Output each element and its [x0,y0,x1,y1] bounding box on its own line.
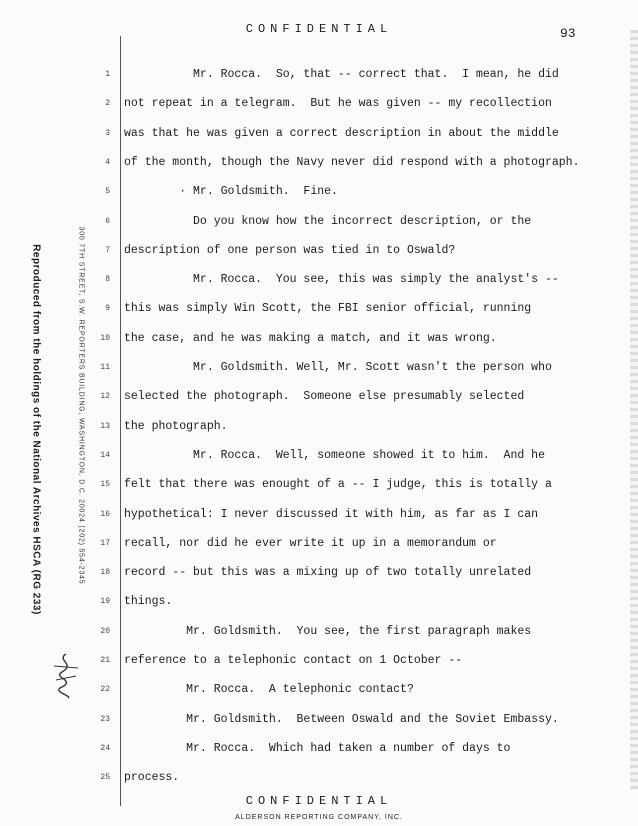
transcript-line: Mr. Goldsmith. Well, Mr. Scott wasn't the person who [124,361,552,374]
line-number: 7 [105,245,110,255]
transcript-line: the case, and he was making a match, and it was wrong. [124,331,497,345]
line-number: 16 [100,509,110,519]
line-number: 13 [100,421,110,431]
transcript-line: of the month, though the Navy never did respond with a photograph. [124,155,580,169]
transcript-line: description of one person was tied in to Oswald? [124,243,456,257]
line-number: 11 [100,363,110,372]
line-number: 23 [100,714,110,724]
transcript-line: reference to a telephonic contact on 1 October -- [124,654,463,667]
transcript-line: process. [124,771,180,785]
transcript-line: selected the photograph. Someone else presumably selected [124,390,525,404]
line-number: 18 [100,568,110,578]
transcript-line: record -- but this was a mixing up of two totally unrelated [124,566,532,580]
line-number: 24 [100,743,110,753]
transcript-line: · Mr. Goldsmith. Fine. [124,185,338,199]
transcript-line: Mr. Rocca. So, that -- correct that. I mean, he did [124,68,559,81]
transcript-line: not repeat in a telegram. But he was given -- my recollection [124,97,552,111]
footer-confidential: CONFIDENTIAL [245,794,393,808]
reporter-address: 300 7TH STREET, S.W. REPORTERS BUILDING, WASHINGTON, D.C. 20024 (202) 554-2345 [77,226,85,585]
line-number: 2 [105,99,110,109]
transcript-line: the photograph. [124,419,228,433]
transcript-line: felt that there was enought of a -- I judge, this is totally a [124,478,552,492]
line-number: 19 [100,597,110,607]
line-number: 3 [105,128,110,138]
transcript-line: Mr. Rocca. A telephonic contact? [124,683,414,697]
line-number: 1 [105,70,110,79]
line-number: 25 [100,773,110,783]
line-number: 9 [105,304,110,314]
transcript-line: hypothetical: I never discussed it with him, as far as I can [124,507,539,521]
line-number: 10 [100,333,110,343]
page-edge-shadow [630,30,638,790]
transcript-line: things. [124,595,173,609]
line-number: 14 [100,450,110,460]
handwritten-signature-mark [48,650,84,700]
line-number: 12 [100,392,110,402]
transcript-line: Mr. Goldsmith. You see, the first paragraph makes [124,624,532,638]
transcript-line: Mr. Rocca. Which had taken a number of days to [124,741,511,755]
line-number: 17 [100,538,110,548]
line-number: 4 [105,157,110,167]
line-number: 21 [100,656,110,665]
line-number: 6 [105,216,110,226]
transcript-line: was that he was given a correct description in about the middle [124,126,559,140]
margin-rule [120,36,121,806]
line-number: 8 [105,275,110,285]
line-number: 20 [100,626,110,636]
transcript-line: Do you know how the incorrect description, or the [124,214,532,228]
line-number: 22 [100,685,110,695]
page-number: 93 [560,26,576,41]
transcript-line: Mr. Rocca. Well, someone showed it to him. And he [124,448,545,462]
transcript-line: recall, nor did he ever write it up in a memorandum or [124,536,497,550]
transcript-line: Mr. Rocca. You see, this was simply the analyst's -- [124,273,559,287]
line-number: 15 [100,480,110,490]
reporting-company: ALDERSON REPORTING COMPANY, INC. [235,814,403,821]
transcript-line: this was simply Win Scott, the FBI senior official, running [124,302,532,316]
line-number: 5 [105,187,110,197]
transcript-line: Mr. Goldsmith. Between Oswald and the Soviet Embassy. [124,712,559,726]
header-confidential: CONFIDENTIAL [245,22,393,36]
reproduced-notice: Reproduced from the holdings of the National Archives HSCA (RG 233) [30,244,42,615]
